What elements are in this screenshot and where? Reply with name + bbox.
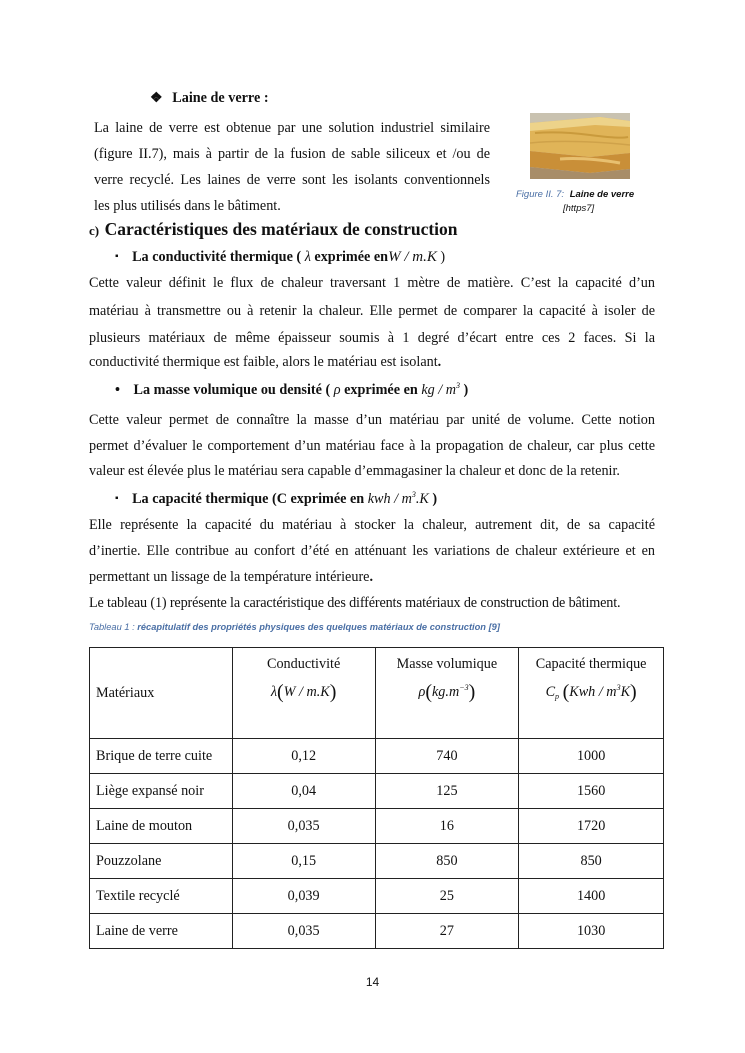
density-cell: 27 [375,914,519,949]
paragraph-line: permettant un lissage de la température intérieure [89,569,370,585]
conductivity-cell: 0,039 [232,879,375,914]
capacity-cell: 1030 [519,914,664,949]
material-cell: Laine de verre [90,914,233,949]
density-cell: 740 [375,739,519,774]
table-caption [89,622,500,632]
conductivity-cell: 0,035 [232,914,375,949]
figure-caption-title: Laine de verre [569,189,635,200]
glass-wool-image-icon [530,113,630,179]
capacity-cell: 1720 [519,809,664,844]
conductivity-cell: 0,12 [232,739,375,774]
figure-caption-ref: [https7] [563,203,595,214]
page-number: 14 [365,975,380,989]
paragraph-line: permet d’évaluer le comportement d’un matériau face à la propagation de chaleur, car plus cette [89,438,655,454]
density-cell: 25 [375,879,519,914]
table-row [90,809,664,844]
paragraph-line: conductivité thermique est faible, alors le matériau est isolant [89,354,438,370]
density-cell: 16 [375,809,519,844]
table-caption-prefix: Tableau 1 : [89,622,135,632]
table-row [90,844,664,879]
table-caption-title: récapitulatif des propriétés physiques des quelques matériaux de construction [9] [137,622,500,632]
capacity-heading [115,490,437,508]
conductivity-heading [115,248,445,266]
section-letter: c) [89,223,100,238]
glass-wool-photo [530,113,630,179]
capacity-last-line [89,568,373,586]
conductivity-label: La conductivité thermique ( [132,249,302,265]
header-cell-material: Matériaux [90,648,233,739]
capacity-cell: 1400 [519,879,664,914]
header-cell-density: Masse volumique $\rho(kg.m^{-3})$ [375,648,519,739]
conductivity-unit: W / m.K [388,249,437,265]
paragraph-line: Cette valeur définit le flux de chaleur traversant 1 mètre de matière. C’est la capacité d’un [89,275,655,291]
capacity-label: La capacité thermique (C exprimée en [132,491,365,507]
conductivity-cell: 0,15 [232,844,375,879]
paragraph-line: Elle représente la capacité du matériau à stocker la chaleur, autrement dit, de sa capacité [89,517,655,533]
section-title: Caractéristiques des matériaux de construction [104,219,458,239]
paragraph-line: plusieurs matériaux de même épaisseur soumis à 1 degré d’écart entre ces 2 faces. Si la [89,330,655,346]
conductivity-cell: 0,04 [232,774,375,809]
material-cell: Laine de mouton [90,809,233,844]
header-cell-conductivity: Conductivité λ(W / m.K) [232,648,375,739]
square-bullet-icon: ▪ [115,493,119,504]
glass-wool-paragraph [94,115,490,219]
figure-caption [516,189,634,200]
paragraph-line: verre recyclé. Les laines de verre sont les isolants conventionnels [94,172,490,188]
header-cell-capacity: Capacité thermique $C_p$ $(Kwh / m^3K)$ [519,648,664,739]
glass-wool-heading [150,89,269,107]
capacity-close: ) [432,491,438,507]
paragraph-line: (figure II.7), mais à partir de la fusion de sable siliceux et /ou de [94,146,490,162]
density-heading [115,381,468,399]
paragraph-line: valeur est élevée plus le matériau sera capable d’emmagasiner la chaleur et donc de la retenir. [89,463,620,479]
paragraph-line: matériau à transmettre ou à retenir la chaleur. Elle permet de comparer la capacité à isoler de [89,303,655,319]
rho-symbol: ρ [333,382,341,398]
conductivity-last-line [89,353,441,371]
density-close: ) [463,382,469,398]
table-row [90,914,664,949]
density-unit: kg / $m^3$ [421,381,460,398]
lambda-symbol: λ [304,249,311,265]
paragraph-line: La laine de verre est obtenue par une solution industriel similaire [94,120,490,136]
paragraph-punct: . [437,354,442,370]
density-label-mid: exprimée en [344,382,418,398]
materials-table [89,647,664,949]
paragraph-line: d’inertie. Elle contribue au confort d’été en atténuant les variations de chaleur extérieure et en [89,543,655,559]
diamond-bullet-icon: ❖ [150,90,163,106]
capacity-unit: kwh / $m^3.K$ [367,490,429,507]
table-row [90,774,664,809]
density-label: La masse volumique ou densité ( [133,382,331,398]
density-cell: 125 [375,774,519,809]
table-row [90,739,664,774]
glass-wool-title: Laine de verre : [172,90,269,106]
square-bullet-icon: ▪ [115,251,119,262]
density-cell: 850 [375,844,519,879]
paragraph-line: les plus utilisés dans le bâtiment. [94,198,281,214]
paragraph-line: Cette valeur permet de connaître la masse d’un matériau par unité de volume. Cette notion [89,412,655,428]
table-intro: Le tableau (1) représente la caractéristique des différents matériaux de construction de bâtiment. [89,595,621,611]
table-header-row [90,648,664,739]
material-cell: Textile recyclé [90,879,233,914]
material-cell: Brique de terre cuite [90,739,233,774]
material-cell: Pouzzolane [90,844,233,879]
conductivity-cell: 0,035 [232,809,375,844]
material-cell: Liège expansé noir [90,774,233,809]
capacity-cell: 1560 [519,774,664,809]
capacity-cell: 1000 [519,739,664,774]
figure-caption-prefix: Figure II. 7: [516,189,565,200]
capacity-cell: 850 [519,844,664,879]
conductivity-label-mid: exprimée en [314,249,389,265]
section-heading-c [89,219,458,241]
round-bullet-icon: • [115,382,120,398]
conductivity-close: ) [440,249,446,265]
table-row [90,879,664,914]
paragraph-punct: . [369,569,374,585]
